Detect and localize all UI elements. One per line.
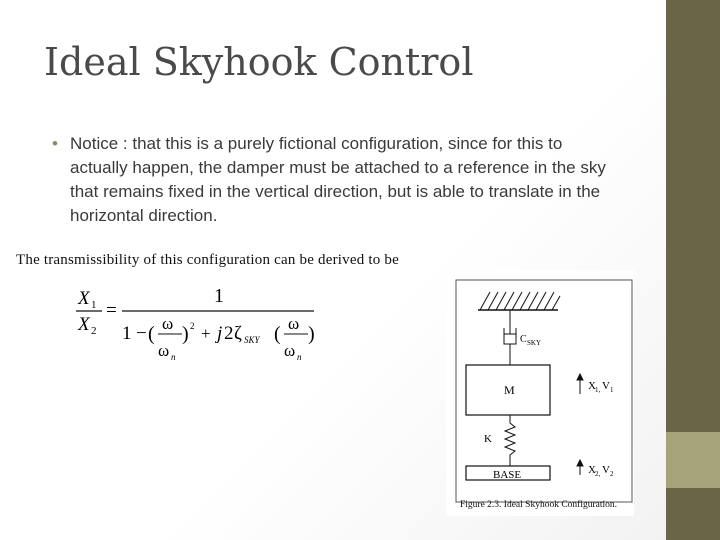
spring-label: K	[484, 433, 492, 445]
eq-rparen-2: )	[308, 323, 315, 345]
x2-sub: 2,	[595, 470, 601, 478]
eq-lhs-num-sub: 1	[91, 299, 97, 311]
eq-omega-n-1: ω	[158, 341, 170, 360]
eq-omega-2: ω	[288, 314, 300, 333]
x1-label: X	[588, 380, 596, 392]
eq-j: j	[217, 323, 223, 344]
x1-sub: 1,	[595, 386, 601, 394]
v1-label: V	[602, 380, 610, 392]
eq-two: 2	[224, 323, 234, 344]
skyhook-damper	[504, 310, 516, 365]
eq-plus: +	[201, 324, 211, 343]
damper-label-sub: SKY	[527, 339, 542, 347]
skyhook-diagram	[446, 270, 634, 516]
eq-sky-sub: SKY	[244, 335, 260, 345]
eq-n-sub-2: n	[297, 352, 302, 362]
eq-lhs-den-sub: 2	[91, 325, 97, 337]
slide-title: Ideal Skyhook Control	[44, 40, 474, 84]
mass-label: M	[504, 383, 515, 397]
eq-zeta: ζ	[234, 323, 242, 344]
eq-n-sub-1: n	[171, 352, 176, 362]
base-label: BASE	[493, 469, 522, 481]
v2-label: V	[602, 464, 610, 476]
eq-rparen-1: )	[182, 323, 189, 345]
skyhook-figure	[446, 270, 634, 516]
eq-power: 2	[190, 321, 195, 331]
eq-numerator: 1	[214, 285, 224, 307]
damper-label: C	[520, 334, 527, 345]
bullet-marker: •	[52, 134, 58, 153]
eq-equals: =	[106, 300, 117, 321]
eq-lparen-2: (	[274, 323, 281, 345]
derivation-text: The transmissibility of this configuration can be derived to be	[16, 252, 399, 268]
eq-omega-1: ω	[162, 314, 174, 333]
sidebar-accent-highlight	[666, 432, 720, 488]
bullet-item	[52, 132, 616, 228]
figure-caption: Figure 2.3. Ideal Skyhook Configuration.	[460, 500, 617, 510]
eq-minus: −	[136, 323, 147, 344]
bullet-text: Notice : that this is a purely fictional configuration, since for this to actually happen, the damper must be attached to a reference in the sky that remains fixed in the vertical direction, but is able to translate in the horizontal direction.	[70, 134, 606, 225]
spring	[505, 415, 515, 466]
eq-omega-n-2: ω	[284, 341, 296, 360]
eq-one: 1	[122, 323, 132, 344]
eq-lparen-1: (	[148, 323, 155, 345]
eq-lhs-den: X	[78, 314, 90, 335]
x1-arrow	[577, 374, 583, 394]
x2-label: X	[588, 464, 596, 476]
x2-arrow	[577, 460, 583, 475]
sky-hatching	[480, 292, 560, 310]
transmissibility-equation	[60, 278, 340, 378]
v2-sub: 2	[610, 470, 614, 478]
eq-lhs-num: X	[78, 288, 90, 309]
v1-sub: 1	[610, 386, 614, 394]
